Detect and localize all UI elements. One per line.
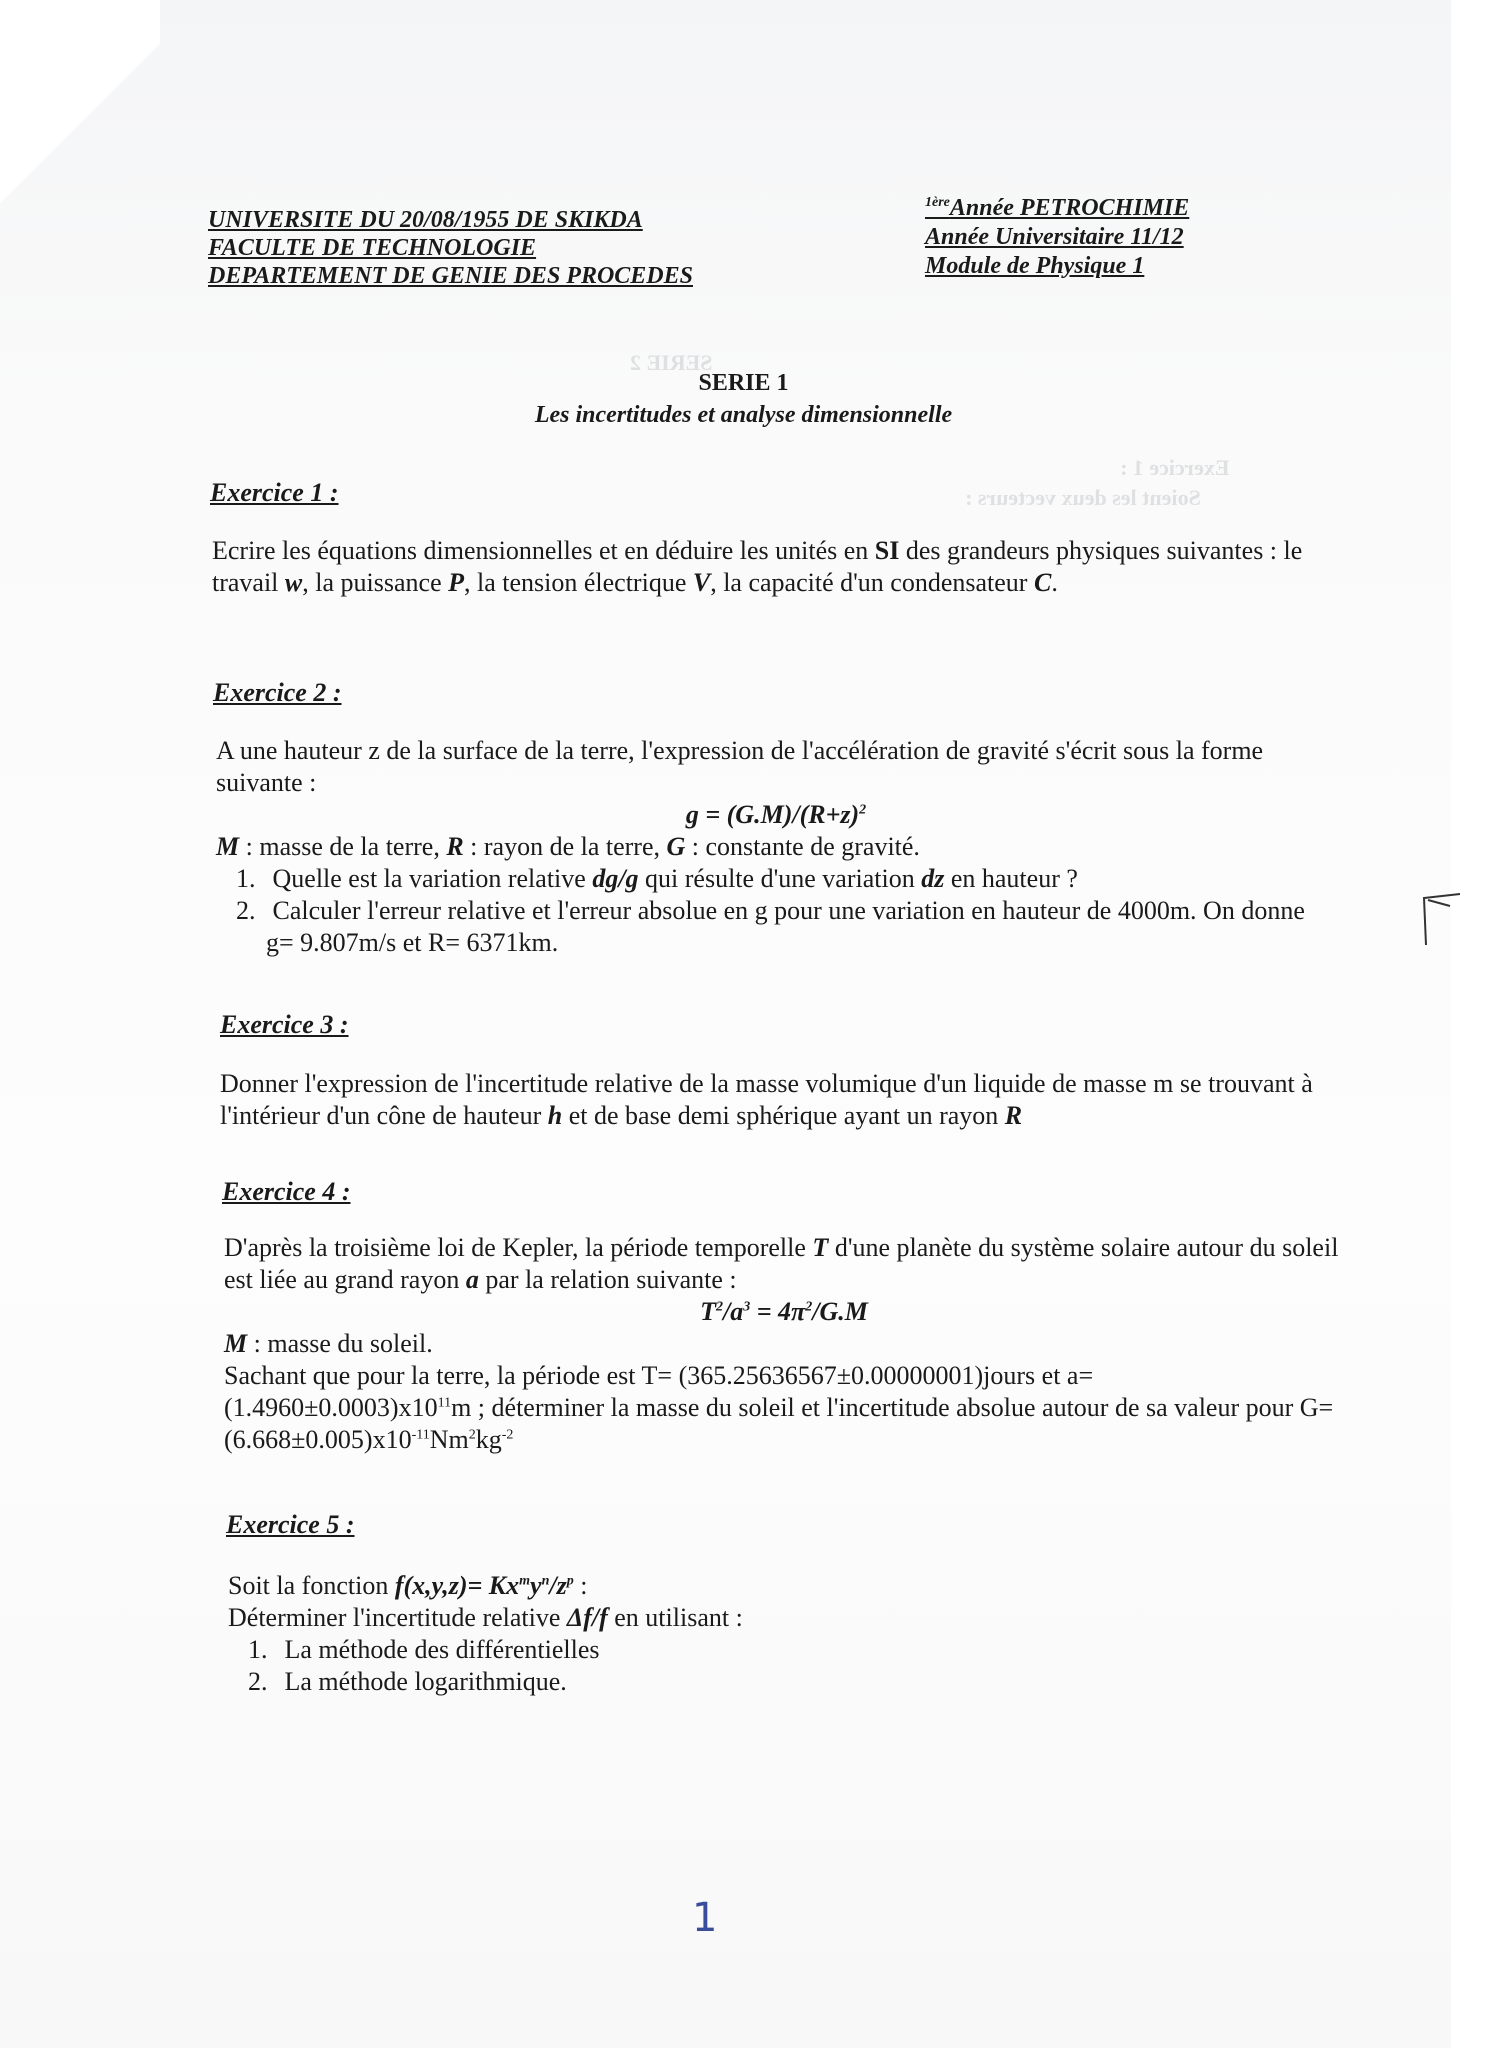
series-subtitle: Les incertitudes et analyse dimensionnelle: [534, 402, 953, 428]
exercise-1-heading: Exercice 1 :: [210, 478, 339, 507]
method-1: 1. La méthode des différentielles: [248, 1635, 600, 1664]
pen-mark-icon: [1420, 890, 1464, 950]
module-name: Module de Physique 1: [925, 253, 1145, 279]
bleed-through-heading: Exercice 1 :: [1120, 455, 1230, 480]
university-name: UNIVERSITE DU 20/08/1955 DE SKIKDA: [208, 207, 643, 233]
method-2: 2. La méthode logarithmique.: [248, 1667, 567, 1696]
exercise-5-task: Déterminer l'incertitude relative Δf/f en utilisant :: [228, 1603, 743, 1632]
header-course: [925, 194, 1189, 281]
academic-year: Année Universitaire 11/12: [925, 224, 1184, 250]
exercise-4-heading: Exercice 4 :: [222, 1177, 351, 1206]
exercise-4-intro: D'après la troisième loi de Kepler, la période temporelle T d'une planète du système solaire autour du soleil est liée au grand rayon a par la relation suivante :: [224, 1233, 1339, 1294]
exercise-2-question-2: 2. Calculer l'erreur relative et l'erreur absolue en g pour une variation en hauteur de 4000m. On donne g= 9.807m/s et R= 6371km.: [236, 896, 1305, 957]
exercise-4-statement: Sachant que pour la terre, la période est T= (365.25636567±0.00000001)jours et $a= (1.4960\pm 0.0003)x10^{11}m$ ; déterminer la masse du soleil et l'incertitude absolue autour de sa valeur pour $G= (6.668\pm 0.005)x10^{-11}Nm^2kg^{-2}$: [224, 1361, 1334, 1454]
exercise-4-text: [224, 1232, 1344, 1456]
exercise-3-heading: Exercice 3 :: [220, 1010, 349, 1039]
exercise-1-text: Ecrire les équations dimensionnelles et en déduire les unités en SI des grandeurs physiques suivantes : le travail w, la puissance P, la tension électrique V, la capacité d'un condensateur C.: [212, 536, 1303, 597]
header-institution: [208, 206, 693, 290]
exercise-2-question-1: 1. Quelle est la variation relative dg/g qui résulte d'une variation dz en hauteur ?: [236, 864, 1078, 893]
course-year: $^{1ère}$Année PETROCHIMIE: [925, 195, 1190, 221]
exercise-2-text: [216, 735, 1336, 959]
department-name: DEPARTEMENT DE GENIE DES PROCEDES: [208, 263, 693, 289]
handwritten-page-number: 1: [692, 1895, 718, 1941]
page-edge: [1451, 0, 1487, 2048]
exercise-2-intro: A une hauteur z de la surface de la terre, l'expression de l'accélération de gravité s'écrit sous la forme suivante :: [216, 736, 1264, 797]
folded-corner: [0, 0, 160, 260]
series-title: SERIE 1: [698, 370, 789, 396]
faculty-name: FACULTE DE TECHNOLOGIE: [208, 235, 537, 261]
exercise-3-text: Donner l'expression de l'incertitude relative de la masse volumique d'un liquide de masse m se trouvant à l'intérieur d'un cône de hauteur h et de base demi sphérique ayant un rayon R: [220, 1069, 1313, 1130]
function-definition: Soit la fonction $f(x,y,z)= Kx^my^n/z^p$ :: [228, 1571, 588, 1600]
exercise-5-text: [228, 1570, 1348, 1698]
kepler-formula: $T^2/a^3 = 4\pi^2/G.M$: [700, 1297, 868, 1326]
exercise-5-heading: Exercice 5 :: [226, 1510, 355, 1539]
gravity-formula: $g = (G.M)/(R+z)^2$: [685, 800, 867, 829]
bleed-through-title: SERIE 2: [630, 350, 713, 375]
exercise-2-definitions: M : masse de la terre, R : rayon de la terre, G : constante de gravité.: [216, 832, 920, 861]
bleed-through-line: Soient les deux vecteurs :: [965, 485, 1201, 510]
exercise-2-heading: Exercice 2 :: [213, 678, 342, 707]
exercise-4-definition: M : masse du soleil.: [224, 1329, 433, 1358]
